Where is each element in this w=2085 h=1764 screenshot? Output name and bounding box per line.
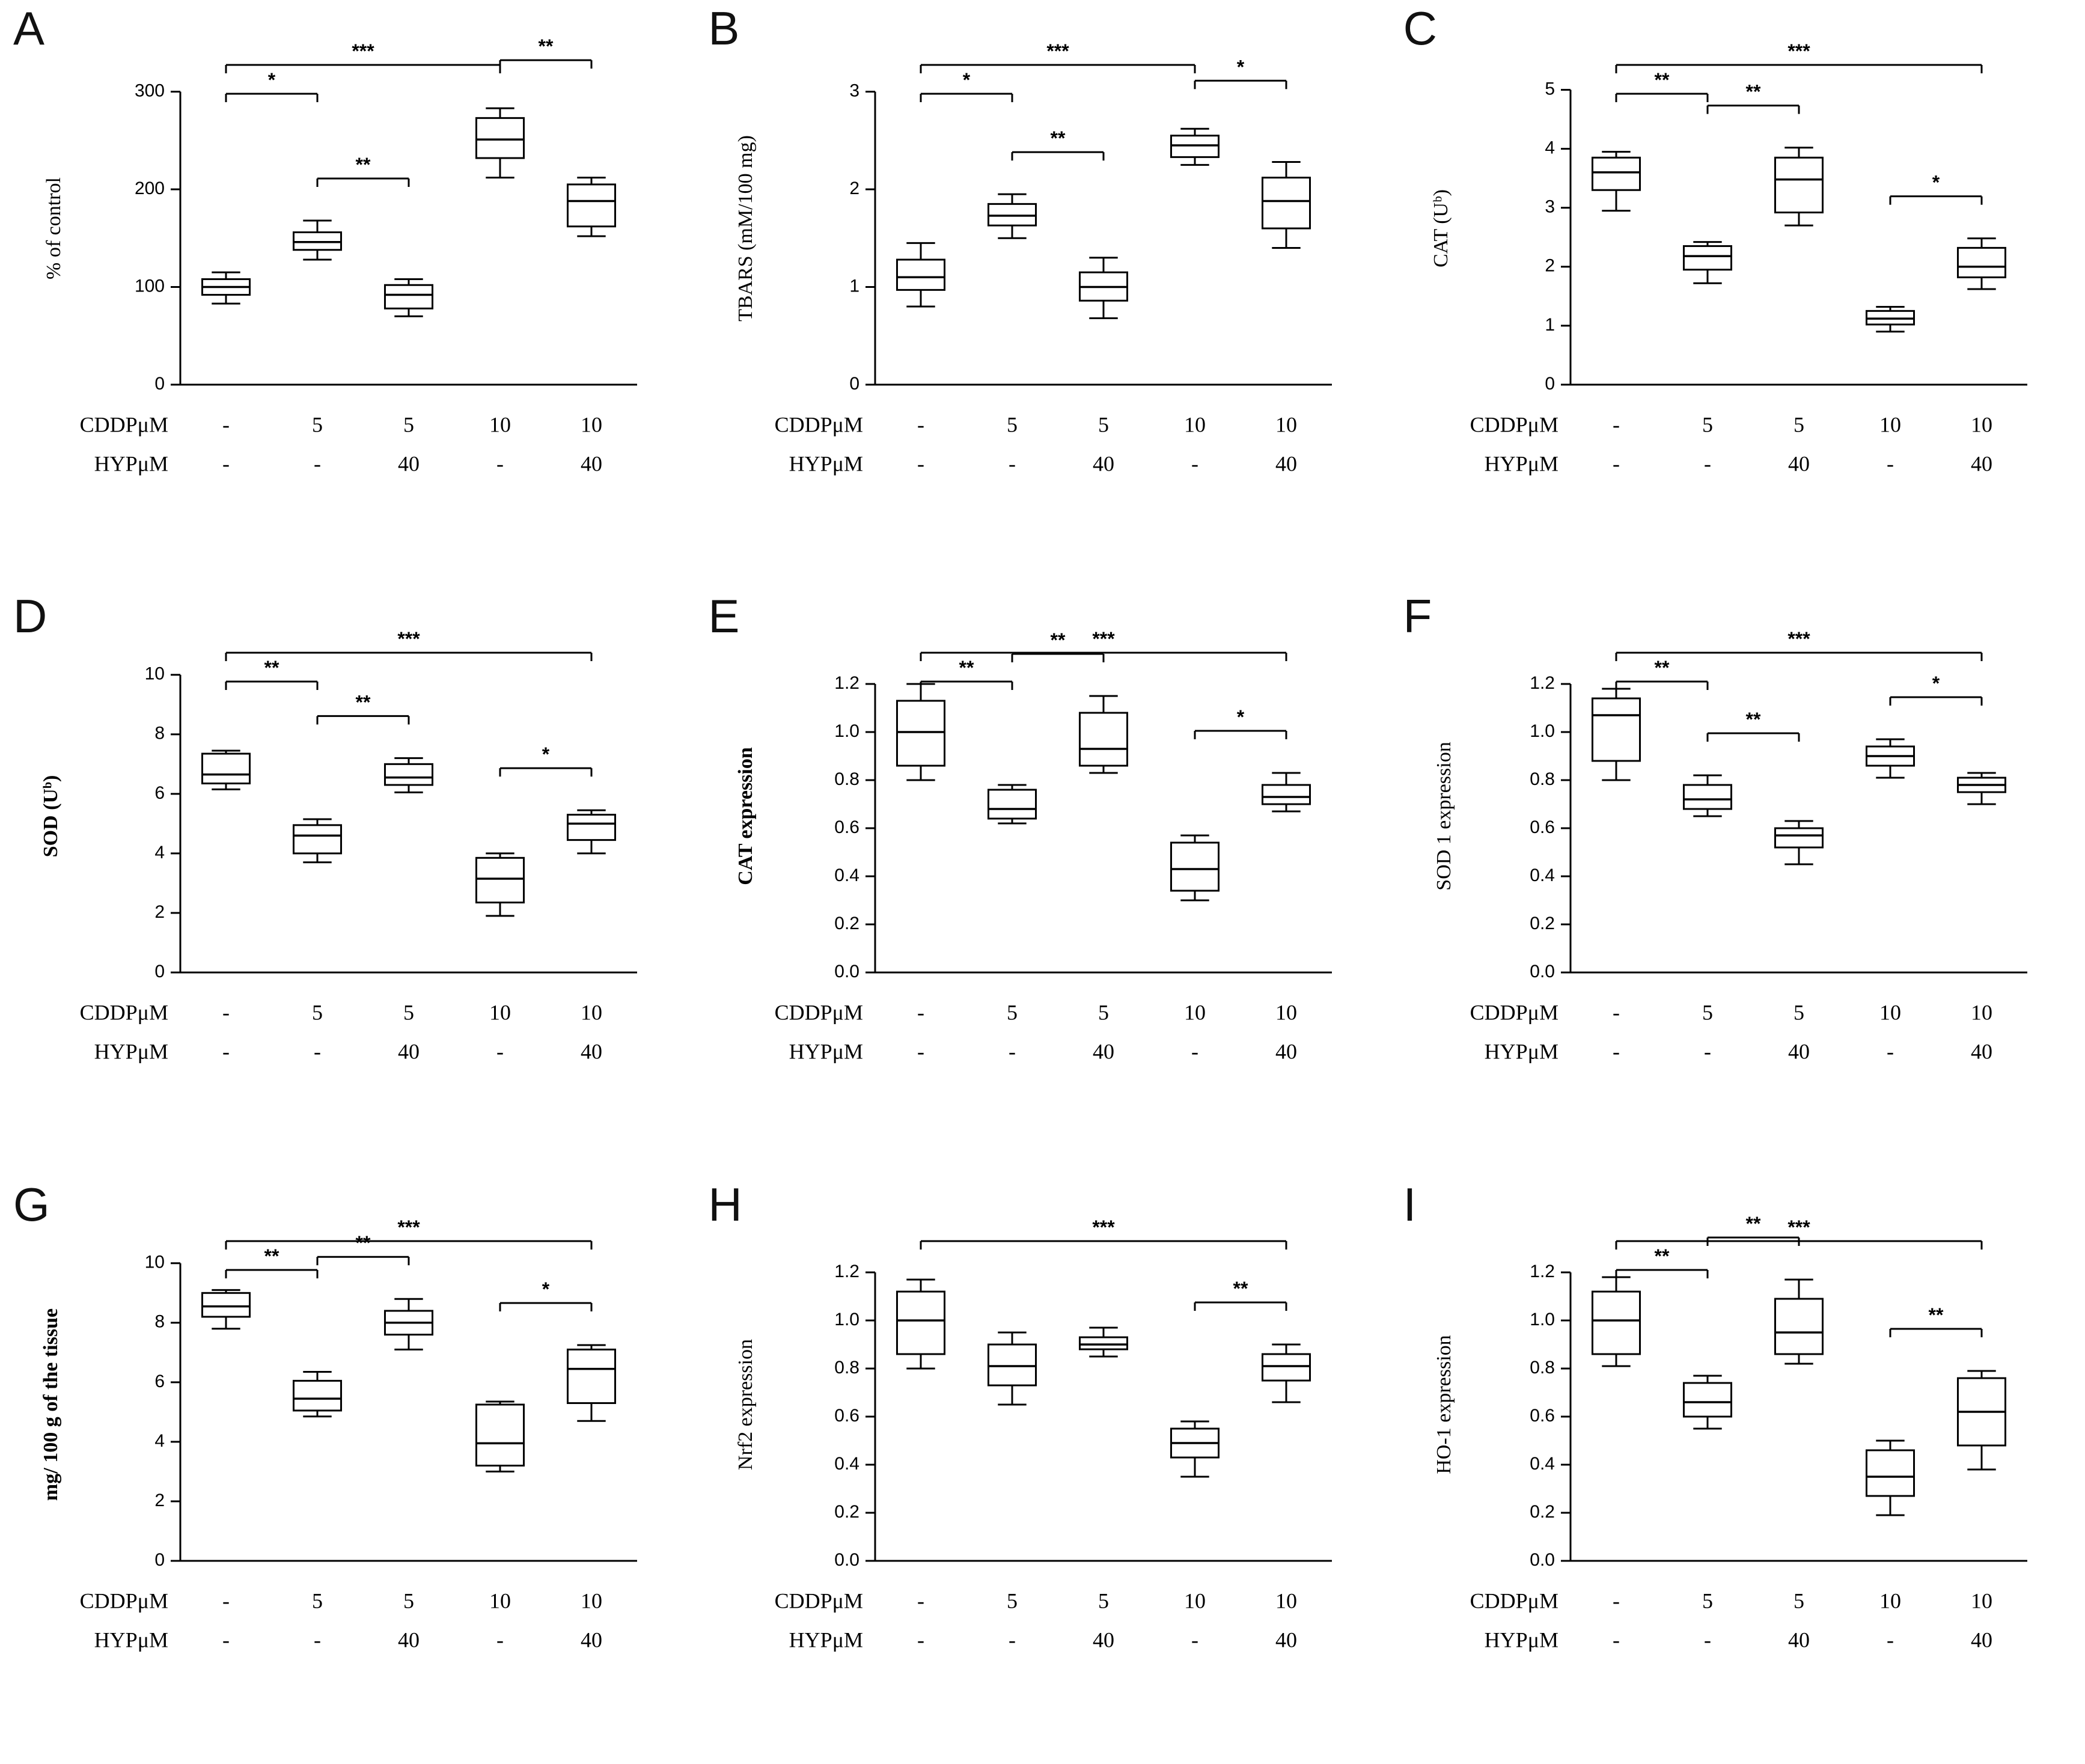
svg-text:-: - <box>1612 1039 1620 1064</box>
panel-F <box>1390 588 2085 1176</box>
svg-text:HYPμM: HYPμM <box>1484 451 1558 476</box>
svg-text:1.0: 1.0 <box>1529 721 1555 742</box>
svg-text:0.4: 0.4 <box>1529 865 1555 886</box>
svg-text:0.6: 0.6 <box>1529 1405 1555 1426</box>
svg-text:5: 5 <box>312 1000 323 1025</box>
svg-text:8: 8 <box>154 1311 165 1332</box>
plot-E <box>695 588 1390 1176</box>
svg-text:**: ** <box>1745 81 1761 103</box>
svg-text:***: *** <box>1787 40 1810 62</box>
svg-text:-: - <box>1009 1627 1016 1652</box>
svg-text:1.2: 1.2 <box>834 673 860 694</box>
svg-text:**: ** <box>1745 709 1761 731</box>
svg-text:0.8: 0.8 <box>1529 769 1555 790</box>
svg-text:**: ** <box>1050 629 1066 652</box>
svg-text:*: * <box>267 69 276 91</box>
svg-text:0.0: 0.0 <box>834 962 860 982</box>
svg-text:**: ** <box>355 154 371 175</box>
svg-text:0: 0 <box>154 962 165 982</box>
svg-text:10: 10 <box>489 1000 511 1025</box>
svg-text:*: * <box>1932 171 1940 194</box>
svg-text:-: - <box>1612 1627 1620 1652</box>
svg-text:-: - <box>496 1039 504 1064</box>
svg-text:40: 40 <box>398 1627 420 1652</box>
panel-letter-G: G <box>13 1177 50 1231</box>
svg-text:***: *** <box>397 1216 420 1238</box>
svg-text:5: 5 <box>1793 1588 1804 1613</box>
svg-text:5: 5 <box>403 1588 414 1613</box>
svg-text:10: 10 <box>1970 1588 1992 1613</box>
svg-text:HYPμM: HYPμM <box>94 1039 168 1064</box>
svg-text:**: ** <box>1745 1212 1761 1234</box>
svg-text:10: 10 <box>581 1000 602 1025</box>
svg-text:-: - <box>1612 1000 1620 1025</box>
svg-text:-: - <box>917 412 925 437</box>
plot-H <box>695 1176 1390 1764</box>
svg-text:6: 6 <box>154 783 165 804</box>
svg-text:-: - <box>917 1588 925 1613</box>
svg-text:0.4: 0.4 <box>1529 1453 1555 1474</box>
plot-G <box>0 1176 695 1764</box>
svg-text:0.2: 0.2 <box>834 914 860 934</box>
svg-text:SOD (Uᵇ): SOD (Uᵇ) <box>40 775 62 858</box>
svg-text:5: 5 <box>1007 1000 1018 1025</box>
svg-text:0.0: 0.0 <box>834 1549 860 1570</box>
svg-text:10: 10 <box>1970 1000 1992 1025</box>
svg-text:2: 2 <box>154 902 165 923</box>
svg-text:HYPμM: HYPμM <box>1484 1627 1558 1652</box>
svg-text:10: 10 <box>1275 412 1298 437</box>
svg-text:0.8: 0.8 <box>834 769 860 790</box>
svg-text:***: *** <box>1092 1216 1116 1238</box>
svg-text:1.0: 1.0 <box>1529 1309 1555 1329</box>
svg-text:**: ** <box>1050 127 1066 150</box>
svg-text:**: ** <box>538 35 554 58</box>
svg-text:***: *** <box>397 628 420 650</box>
panel-A <box>0 0 695 588</box>
svg-text:10: 10 <box>1184 1000 1206 1025</box>
svg-text:10: 10 <box>1879 1000 1901 1025</box>
svg-text:1.0: 1.0 <box>834 1309 860 1329</box>
svg-text:SOD 1 expression: SOD 1 expression <box>1432 742 1455 891</box>
svg-text:5: 5 <box>1702 1588 1713 1613</box>
svg-text:-: - <box>917 451 925 476</box>
svg-text:-: - <box>1612 451 1620 476</box>
svg-text:-: - <box>496 451 504 476</box>
svg-text:-: - <box>1191 451 1199 476</box>
svg-text:0: 0 <box>849 373 860 394</box>
svg-text:***: *** <box>1046 40 1070 62</box>
svg-text:0.8: 0.8 <box>834 1357 860 1378</box>
svg-text:0.0: 0.0 <box>1529 962 1555 982</box>
svg-text:10: 10 <box>1970 412 1992 437</box>
svg-text:-: - <box>1703 1039 1711 1064</box>
svg-text:10: 10 <box>581 412 602 437</box>
plot-A <box>0 0 695 588</box>
svg-text:8: 8 <box>154 724 165 744</box>
svg-text:1: 1 <box>1544 314 1555 335</box>
svg-text:-: - <box>222 1000 230 1025</box>
svg-text:40: 40 <box>1275 451 1298 476</box>
svg-text:HO-1 expression: HO-1 expression <box>1432 1334 1455 1474</box>
plot-B <box>695 0 1390 588</box>
svg-text:40: 40 <box>1787 1627 1810 1652</box>
svg-text:**: ** <box>1654 69 1670 91</box>
svg-text:0.2: 0.2 <box>1529 1501 1555 1522</box>
svg-text:5: 5 <box>312 1588 323 1613</box>
panel-letter-H: H <box>708 1177 742 1231</box>
plot-D <box>0 588 695 1176</box>
svg-text:CAT (Uᵇ): CAT (Uᵇ) <box>1429 189 1452 267</box>
svg-text:-: - <box>496 1627 504 1652</box>
svg-text:40: 40 <box>581 1627 602 1652</box>
svg-text:40: 40 <box>1787 1039 1810 1064</box>
svg-text:HYPμM: HYPμM <box>94 451 168 476</box>
svg-text:5: 5 <box>1702 412 1713 437</box>
svg-text:*: * <box>542 1278 550 1300</box>
panel-letter-D: D <box>13 590 47 643</box>
svg-text:-: - <box>1886 451 1894 476</box>
panel-I <box>1390 1176 2085 1764</box>
svg-text:1.0: 1.0 <box>834 721 860 742</box>
svg-text:10: 10 <box>489 1588 511 1613</box>
svg-text:40: 40 <box>1093 451 1115 476</box>
svg-text:40: 40 <box>581 1039 602 1064</box>
svg-text:10: 10 <box>1879 1588 1901 1613</box>
plot-C <box>1390 0 2085 588</box>
panel-letter-A: A <box>13 2 45 55</box>
svg-text:1.2: 1.2 <box>1529 1261 1555 1281</box>
panel-B <box>695 0 1390 588</box>
svg-text:0.8: 0.8 <box>1529 1357 1555 1378</box>
panel-H <box>695 1176 1390 1764</box>
svg-text:**: ** <box>1654 1245 1670 1267</box>
svg-text:1.2: 1.2 <box>834 1261 860 1281</box>
svg-text:4: 4 <box>154 1430 165 1451</box>
svg-text:***: *** <box>352 40 374 62</box>
svg-text:0.6: 0.6 <box>1529 817 1555 838</box>
svg-text:CDDPμM: CDDPμM <box>79 1588 168 1613</box>
svg-text:-: - <box>1703 1627 1711 1652</box>
svg-text:5: 5 <box>403 412 414 437</box>
svg-text:CDDPμM: CDDPμM <box>774 1000 864 1025</box>
svg-text:CDDPμM: CDDPμM <box>774 1588 864 1613</box>
svg-text:-: - <box>222 1039 230 1064</box>
svg-text:6: 6 <box>154 1371 165 1391</box>
svg-text:-: - <box>1612 1588 1620 1613</box>
svg-text:40: 40 <box>1275 1039 1298 1064</box>
svg-text:0.0: 0.0 <box>1529 1549 1555 1570</box>
svg-text:**: ** <box>264 1245 279 1267</box>
svg-text:-: - <box>314 451 321 476</box>
svg-text:5: 5 <box>1544 79 1555 99</box>
svg-text:-: - <box>314 1039 321 1064</box>
svg-text:-: - <box>1009 451 1016 476</box>
svg-text:*: * <box>1237 56 1245 78</box>
panel-G <box>0 1176 695 1764</box>
svg-text:4: 4 <box>1544 138 1555 158</box>
svg-text:300: 300 <box>134 81 165 101</box>
svg-text:0.4: 0.4 <box>834 865 860 886</box>
svg-text:10: 10 <box>144 1252 165 1272</box>
panel-D <box>0 588 695 1176</box>
svg-text:-: - <box>1009 1039 1016 1064</box>
svg-text:-: - <box>222 412 230 437</box>
svg-text:**: ** <box>1233 1277 1248 1299</box>
svg-text:***: *** <box>1092 628 1116 650</box>
svg-text:-: - <box>917 1039 925 1064</box>
svg-text:CDDPμM: CDDPμM <box>1470 1000 1558 1025</box>
svg-text:40: 40 <box>1093 1627 1115 1652</box>
svg-text:**: ** <box>355 691 371 713</box>
svg-text:*: * <box>963 69 971 91</box>
svg-text:5: 5 <box>1098 1000 1110 1025</box>
svg-text:CAT expression: CAT expression <box>734 747 757 886</box>
svg-text:10: 10 <box>1275 1588 1298 1613</box>
svg-text:-: - <box>222 451 230 476</box>
panel-letter-F: F <box>1403 590 1432 643</box>
svg-text:40: 40 <box>1970 451 1992 476</box>
svg-text:-: - <box>314 1627 321 1652</box>
svg-text:10: 10 <box>581 1588 602 1613</box>
svg-text:CDDPμM: CDDPμM <box>79 412 168 437</box>
svg-text:-: - <box>1703 451 1711 476</box>
svg-text:1: 1 <box>849 276 860 296</box>
svg-text:-: - <box>222 1627 230 1652</box>
svg-text:-: - <box>1612 412 1620 437</box>
svg-text:40: 40 <box>1787 451 1810 476</box>
svg-text:HYPμM: HYPμM <box>94 1627 168 1652</box>
svg-text:-: - <box>917 1000 925 1025</box>
svg-text:***: *** <box>1787 628 1810 650</box>
svg-text:1.2: 1.2 <box>1529 673 1555 694</box>
svg-text:**: ** <box>959 657 974 679</box>
svg-text:HYPμM: HYPμM <box>789 1627 864 1652</box>
svg-text:-: - <box>1191 1039 1199 1064</box>
svg-text:10: 10 <box>1184 1588 1206 1613</box>
svg-text:2: 2 <box>849 178 860 198</box>
plot-F <box>1390 588 2085 1176</box>
svg-text:-: - <box>1886 1627 1894 1652</box>
svg-text:**: ** <box>1654 657 1670 679</box>
svg-text:3: 3 <box>849 81 860 101</box>
svg-text:40: 40 <box>398 1039 420 1064</box>
svg-text:CDDPμM: CDDPμM <box>79 1000 168 1025</box>
svg-text:5: 5 <box>1007 1588 1018 1613</box>
svg-text:*: * <box>1932 673 1940 695</box>
panel-letter-I: I <box>1403 1177 1417 1231</box>
panel-letter-C: C <box>1403 2 1437 55</box>
svg-text:3: 3 <box>1544 197 1555 217</box>
svg-text:0: 0 <box>154 373 165 394</box>
svg-text:-: - <box>222 1588 230 1613</box>
svg-text:CDDPμM: CDDPμM <box>774 412 864 437</box>
svg-text:40: 40 <box>1093 1039 1115 1064</box>
svg-text:5: 5 <box>403 1000 414 1025</box>
svg-text:0.2: 0.2 <box>1529 914 1555 934</box>
svg-text:10: 10 <box>1275 1000 1298 1025</box>
svg-text:4: 4 <box>154 843 165 863</box>
svg-text:0.6: 0.6 <box>834 1405 860 1426</box>
svg-text:5: 5 <box>312 412 323 437</box>
svg-text:HYPμM: HYPμM <box>789 451 864 476</box>
svg-text:0.4: 0.4 <box>834 1453 860 1474</box>
svg-text:0: 0 <box>154 1549 165 1570</box>
plot-I <box>1390 1176 2085 1764</box>
svg-text:200: 200 <box>134 178 165 198</box>
svg-text:40: 40 <box>1970 1627 1992 1652</box>
svg-text:0.6: 0.6 <box>834 817 860 838</box>
svg-text:40: 40 <box>398 451 420 476</box>
svg-text:**: ** <box>355 1231 371 1254</box>
svg-text:10: 10 <box>1184 412 1206 437</box>
panel-letter-E: E <box>708 590 740 643</box>
svg-text:0.2: 0.2 <box>834 1501 860 1522</box>
svg-text:10: 10 <box>144 664 165 685</box>
svg-text:5: 5 <box>1793 412 1804 437</box>
svg-text:-: - <box>1886 1039 1894 1064</box>
svg-text:0: 0 <box>1544 373 1555 394</box>
svg-text:CDDPμM: CDDPμM <box>1470 412 1558 437</box>
svg-text:*: * <box>542 743 550 766</box>
svg-text:HYPμM: HYPμM <box>789 1039 864 1064</box>
svg-text:5: 5 <box>1793 1000 1804 1025</box>
svg-text:CDDPμM: CDDPμM <box>1470 1588 1558 1613</box>
svg-text:5: 5 <box>1098 412 1110 437</box>
svg-text:HYPμM: HYPμM <box>1484 1039 1558 1064</box>
svg-text:mg/ 100 g of the tissue: mg/ 100 g of the tissue <box>40 1308 62 1501</box>
svg-text:TBARS (mM/100 mg): TBARS (mM/100 mg) <box>734 135 757 322</box>
svg-text:40: 40 <box>1275 1627 1298 1652</box>
panel-E <box>695 588 1390 1176</box>
svg-text:100: 100 <box>134 276 165 296</box>
panel-letter-B: B <box>708 2 740 55</box>
svg-text:10: 10 <box>489 412 511 437</box>
svg-text:40: 40 <box>1970 1039 1992 1064</box>
svg-text:10: 10 <box>1879 412 1901 437</box>
svg-text:5: 5 <box>1007 412 1018 437</box>
svg-text:5: 5 <box>1098 1588 1110 1613</box>
svg-text:2: 2 <box>1544 255 1555 276</box>
svg-text:2: 2 <box>154 1490 165 1510</box>
svg-text:40: 40 <box>581 451 602 476</box>
svg-text:**: ** <box>264 657 279 679</box>
svg-text:-: - <box>1191 1627 1199 1652</box>
svg-text:-: - <box>917 1627 925 1652</box>
svg-text:***: *** <box>1787 1216 1810 1238</box>
svg-text:*: * <box>1237 706 1245 728</box>
svg-text:**: ** <box>1928 1304 1944 1326</box>
svg-text:Nrf2 expression: Nrf2 expression <box>734 1338 757 1470</box>
panel-C <box>1390 0 2085 588</box>
svg-text:5: 5 <box>1702 1000 1713 1025</box>
svg-text:% of control: % of control <box>43 177 65 279</box>
